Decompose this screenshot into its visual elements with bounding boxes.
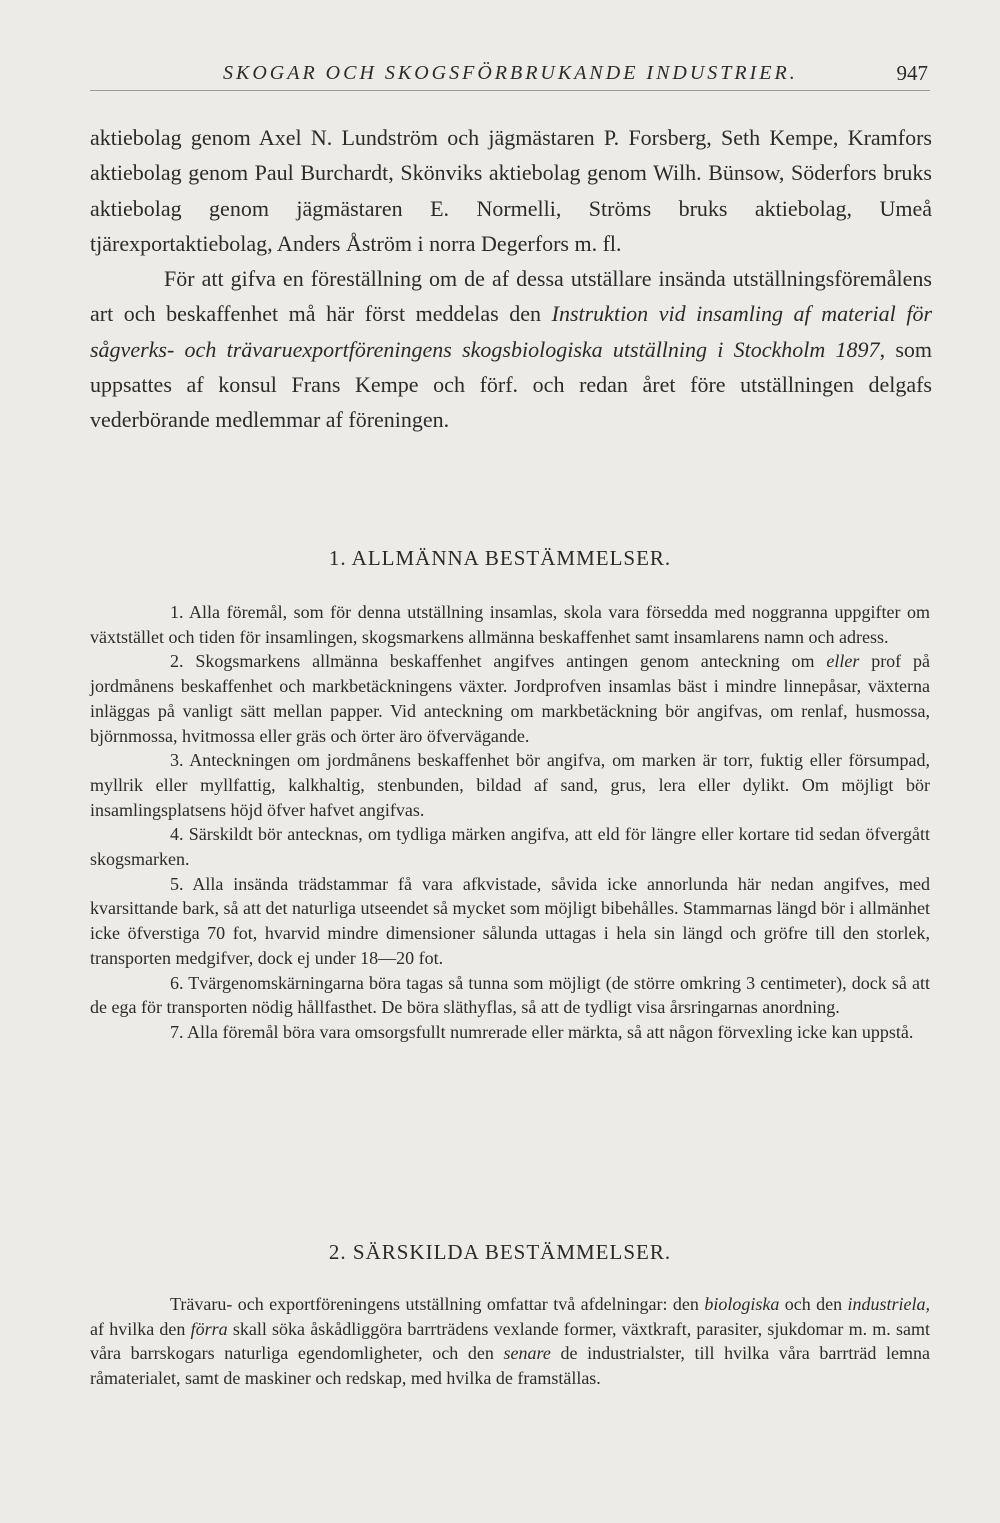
rule-item-4: 4. Särskildt bör antecknas, om tydliga märken angifva, att eld för längre eller kortare tid sedan öfvergått skogsmarken. <box>90 824 930 870</box>
intro-paragraph-2-end: , som uppsattes af konsul Frans Kempe och förf. och redan året före utställningen delgafs vederbörande medlemmar af föreningen. <box>90 336 932 433</box>
section-2-emphasis-2: industriela, <box>847 1294 930 1314</box>
section-2-emphasis-3: förra <box>190 1318 228 1339</box>
section-2-text-4: skall söka åskådliggöra barrträdens vexlande former, växtkraft, parasiter, sjukdomar m. m. samt våra barrskogars naturliga egendomligheter, och den <box>90 1318 930 1364</box>
running-header <box>90 60 930 91</box>
running-title: SKOGAR OCH SKOGSFÖRBRUKANDE INDUSTRIER. <box>223 62 798 84</box>
rule-item-7: 7. Alla föremål böra vara omsorgsfullt numrerade eller märkta, så att någon förvexling icke kan uppstå. <box>170 1021 914 1042</box>
rule-item-2-start: 2. Skogsmarkens allmänna beskaffenhet angifves antingen genom anteckning om <box>170 651 827 672</box>
intro-paragraph-2-start: För att gifva en föreställning om de af dessa utställare insända utställningsföremålens art och beskaffenhet må här först meddelas den <box>90 266 932 327</box>
section-2-body <box>90 1292 930 1391</box>
section-1-heading: 1. ALLMÄNNA BESTÄMMELSER. <box>328 546 672 570</box>
section-2-text-5: de industrialster, till hvilka våra barrträd lemna råmaterialet, samt de maskiner och redskap, med hvilka de framställas. <box>90 1343 930 1389</box>
section-2-heading: 2. SÄRSKILDA BESTÄMMELSER. <box>328 1240 672 1264</box>
intro-text <box>90 120 932 438</box>
intro-paragraph-2 <box>90 261 932 437</box>
rule-item-5: 5. Alla insända trädstammar få vara afkvistade, såvida icke annorlunda här nedan angifves, med kvarsittande bark, så att det naturliga utseendet så mycket som möjligt bibehålles. Stammarnas längd bör i allmänhet icke öfverstiga 70 fot, hvarvid mindre dimensioner sålunda uttagas i hela sin längd och gröfre till den storlek, transporten medgifver, dock ej under 18—20 fot. <box>90 873 930 968</box>
rule-item-2-end: prof på jordmånens beskaffenhet och markbetäckningens växter. Jordprofven insamlas bäst i mindre linnepåsar, växterna inläggas på vanligt sätt mellan papper. Vid anteckning om markbetäckning bör angifvas, om renlaf, husmossa, björnmossa, hvitmossa eller gräs och örter äro öfvervägande. <box>90 651 930 746</box>
rule-item-2-emphasis: eller <box>826 651 860 672</box>
rule-item-2 <box>90 649 930 748</box>
section-1-body <box>90 600 930 1045</box>
section-2-text-2: och den <box>779 1294 848 1314</box>
section-2-emphasis-4: senare <box>503 1343 551 1364</box>
rule-item-6: 6. Tvärgenomskärningarna böra tagas så tunna som möjligt (de större omkring 3 centimeter), dock så att de ega för transporten nödig hållfasthet. De böra släthyflas, så att de tydligt visa årsringarnas anordning. <box>90 972 930 1018</box>
rule-item-3: 3. Anteckningen om jordmånens beskaffenhet bör angifva, om marken är torr, fuktig eller försumpad, myllrik eller myllfattig, kalkhaltig, stenbunden, bildad af sand, grus, lera eller dylikt. Om möjligt bör insamlingsplatsens höjd öfver hafvet angifvas. <box>90 750 930 820</box>
instruction-title: Instruktion vid insamling af material för sågverks- och trävaruexportföreningens skogsbiologiska utställning i Stockholm 1897 <box>90 301 933 362</box>
section-2-emphasis-1: biologiska <box>704 1294 780 1314</box>
page-number: 947 <box>896 61 928 85</box>
section-2-text-1: Trävaru- och exportföreningens utställning omfattar två afdelningar: den <box>170 1294 705 1314</box>
section-2-text-3: af hvilka den <box>90 1318 191 1339</box>
intro-paragraph-1: aktiebolag genom Axel N. Lundström och jägmästaren P. Forsberg, Seth Kempe, Kramfors aktiebolag genom Paul Burchardt, Skönviks aktiebolag genom Wilh. Bünsow, Söderfors bruks aktiebolag genom jägmästaren E. Normelli, Ströms bruks aktiebolag, Umeå tjärexportaktiebolag, Anders Åström i norra Degerfors m. fl. <box>90 125 932 256</box>
rule-item-1: 1. Alla föremål, som för denna utställning insamlas, skola vara försedda med noggranna uppgifter om växtstället och tiden för insamlingen, skogsmarkens allmänna beskaffenhet samt insamlarens namn och adress. <box>90 602 930 647</box>
section-2-paragraph <box>90 1292 930 1391</box>
